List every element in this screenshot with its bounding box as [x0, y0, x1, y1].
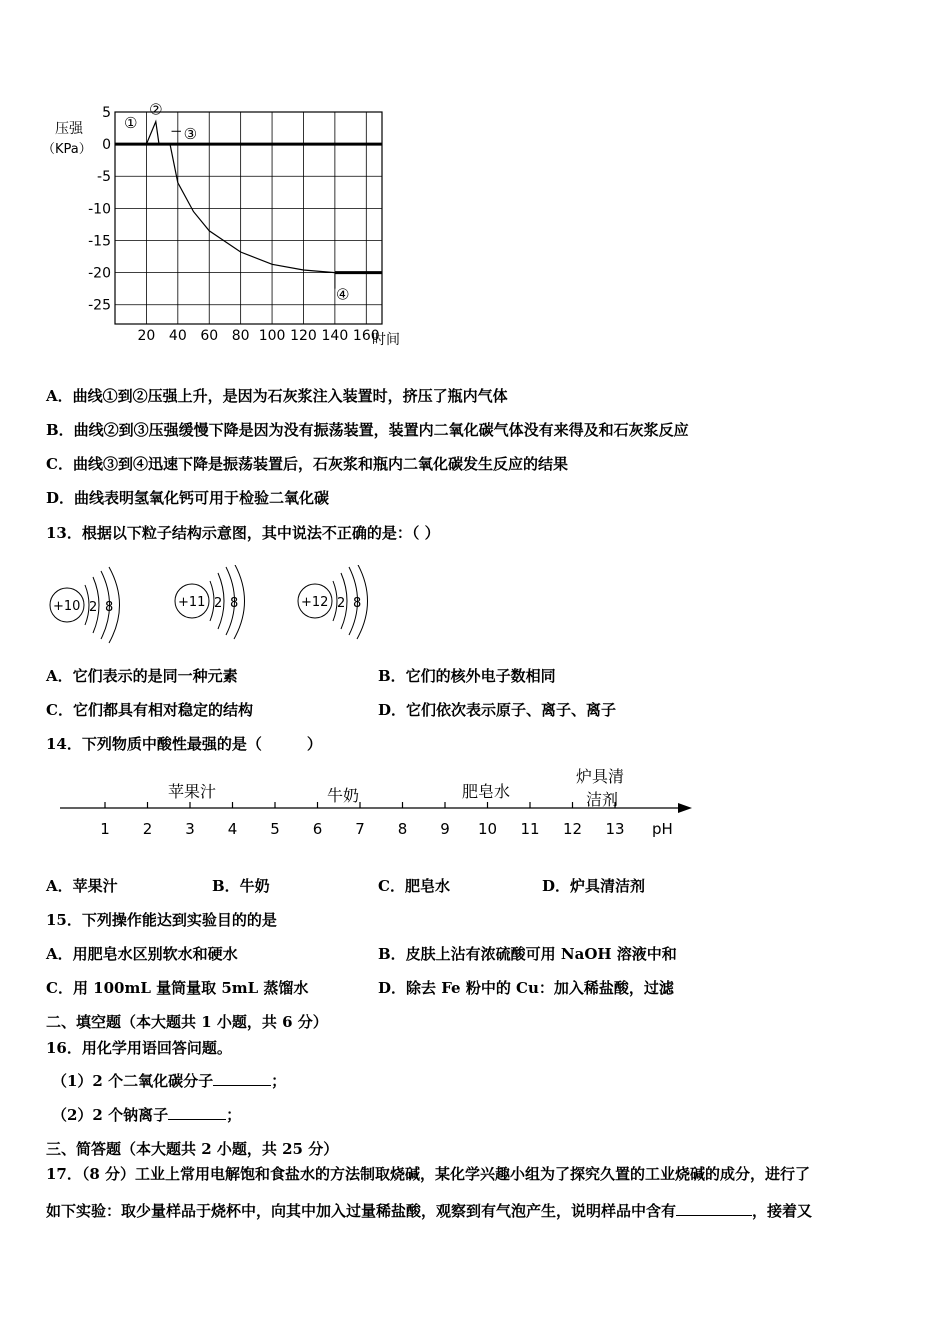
x-tick-label: 120 [290, 328, 317, 344]
x-axis-label: 时间 [372, 332, 400, 348]
q12-option-c: C．曲线③到④迅速下降是振荡装置后，石灰浆和瓶内二氧化碳发生反应的结果 [46, 455, 568, 473]
q16-part-1-blank [213, 1071, 271, 1086]
q16-part-1-end: ； [271, 1072, 287, 1090]
ph-tick-label: 10 [477, 820, 498, 838]
q16-stem: 16．用化学用语回答问题。 [46, 1039, 232, 1057]
ph-tick-label: 12 [562, 820, 583, 838]
ph-tick-label: 6 [312, 820, 323, 838]
y-axis-unit: （KPa） [42, 142, 92, 157]
q15-stem: 15．下列操作能达到实验目的的是 [46, 911, 277, 929]
ph-label-apple-juice: 苹果汁 [168, 782, 217, 801]
q15-option-b: B．皮肤上沾有浓硫酸可用 NaOH 溶液中和 [378, 945, 677, 963]
q15-option-a: A．用肥皂水区别软水和硬水 [46, 945, 238, 963]
q12-option-a: A．曲线①到②压强上升，是因为石灰浆注入装置时，挤压了瓶内气体 [46, 387, 508, 405]
ph-tick-label: 9 [440, 820, 450, 838]
x-tick-label: 80 [231, 328, 250, 344]
ph-tick-label: 5 [270, 820, 280, 838]
y-tick-label: 0 [102, 137, 111, 154]
nucleus-charge: +10 [53, 599, 81, 614]
section-3-heading: 三、简答题（本大题共 2 小题，共 25 分） [46, 1140, 339, 1158]
x-tick-label: 60 [200, 328, 219, 344]
q14-option-a: A．苹果汁 [46, 877, 118, 895]
ph-axis-arrow [678, 803, 692, 813]
ph-tick-label: 3 [185, 820, 195, 838]
q13-option-d: D．它们依次表示原子、离子、离子 [378, 701, 617, 719]
q14-option-c: C．肥皂水 [378, 877, 450, 895]
ph-tick-label: 1 [100, 820, 110, 838]
q16-part-2-text: （2）2 个钠离子 [52, 1106, 169, 1124]
ph-scale [40, 760, 700, 850]
q17-line-2-text: 如下实验：取少量样品于烧杯中，向其中加入过量稀盐酸，观察到有气泡产生，说明样品中含有 [46, 1202, 677, 1220]
nucleus-charge: +11 [178, 595, 206, 610]
ph-label-soap-water: 肥皂水 [462, 782, 511, 801]
ph-tick-label: 11 [520, 820, 540, 838]
y-tick-label: 5 [102, 105, 111, 121]
q14-stem: 14．下列物质中酸性最强的是（ ） [46, 735, 322, 753]
q17-line-1: 17．（8 分）工业上常用电解饱和食盐水的方法制取烧碱，某化学兴趣小组为了探究久置的工业烧碱的成分，进行了 [46, 1165, 811, 1183]
y-tick-label: -15 [88, 233, 111, 250]
chart-marks [115, 101, 382, 304]
x-tick-label: 40 [168, 328, 187, 344]
q16-part-2-blank [168, 1105, 226, 1120]
x-tick-label: 140 [321, 328, 349, 344]
ph-label-oven-cleaner-2: 洁剂 [586, 790, 619, 809]
q13-stem: 13．根据以下粒子结构示意图，其中说法不正确的是：（ ） [46, 524, 440, 542]
q16-part-2 [52, 1104, 241, 1125]
shell-2-electrons: 8 [353, 596, 362, 611]
x-tick-label: 20 [137, 328, 156, 344]
annotation-3: ③ [183, 124, 198, 143]
ph-tick-label: 8 [397, 820, 408, 838]
y-tick-label: -10 [88, 201, 111, 218]
particle-diagrams [40, 565, 440, 645]
shell-2-electrons: 8 [230, 596, 239, 611]
ph-tick-label: 7 [355, 820, 365, 838]
q12-option-b: B．曲线②到③压强缓慢下降是因为没有振荡装置，装置内二氧化碳气体没有来得及和石灰浆反应 [46, 421, 689, 439]
q15-option-d: D．除去 Fe 粉中的 Cu：加入稀盐酸，过滤 [378, 979, 674, 997]
y-tick-label: -20 [88, 265, 111, 282]
x-tick-label: 160 [352, 328, 380, 344]
chart-ticks [88, 105, 380, 344]
q13-option-c: C．它们都具有相对稳定的结构 [46, 701, 253, 719]
q13-option-b: B．它们的核外电子数相同 [378, 667, 556, 685]
ph-tick-label: 13 [605, 820, 625, 838]
ph-label-oven-cleaner-1: 炉具清 [576, 767, 625, 786]
q16-part-1 [52, 1070, 286, 1091]
y-tick-label: -5 [97, 169, 111, 186]
section-2-heading: 二、填空题（本大题共 1 小题，共 6 分） [46, 1013, 328, 1031]
ph-tick-label: 2 [142, 820, 153, 838]
x-tick-label: 100 [258, 328, 286, 344]
shell-1-electrons: 2 [337, 596, 346, 611]
annotation-1: ① [123, 114, 138, 133]
shell-2-electrons: 8 [105, 600, 114, 615]
shell-1-electrons: 2 [214, 596, 223, 611]
q16-part-1-text: （1）2 个二氧化碳分子 [52, 1072, 214, 1090]
q14-option-b: B．牛奶 [212, 877, 270, 895]
nucleus-charge: +12 [301, 595, 329, 610]
q17-blank [676, 1201, 752, 1216]
y-axis-label: 压强 [55, 121, 83, 137]
pressure-time-chart [40, 100, 460, 360]
ph-tick-label: 4 [227, 820, 238, 838]
ph-label-milk: 牛奶 [327, 786, 360, 805]
y-tick-label: -25 [88, 297, 111, 314]
shell-1-electrons: 2 [89, 600, 98, 615]
particle-diagram-1 [50, 567, 120, 643]
particle-diagram-2 [175, 565, 245, 639]
q17-line-2-end: ，接着又 [752, 1202, 813, 1220]
annotation-4: ④ [336, 285, 350, 304]
particle-diagram-3 [298, 565, 368, 639]
ph-axis-label: pH [652, 820, 673, 838]
q12-option-d: D．曲线表明氢氧化钙可用于检验二氧化碳 [46, 489, 330, 507]
q17-line-2 [46, 1200, 812, 1221]
q15-option-c: C．用 100mL 量筒量取 5mL 蒸馏水 [46, 979, 309, 997]
annotation-2: ② [149, 100, 163, 119]
q13-option-a: A．它们表示的是同一种元素 [46, 667, 238, 685]
q16-part-2-end: ； [226, 1106, 242, 1124]
q14-option-d: D．炉具清洁剂 [542, 877, 646, 895]
